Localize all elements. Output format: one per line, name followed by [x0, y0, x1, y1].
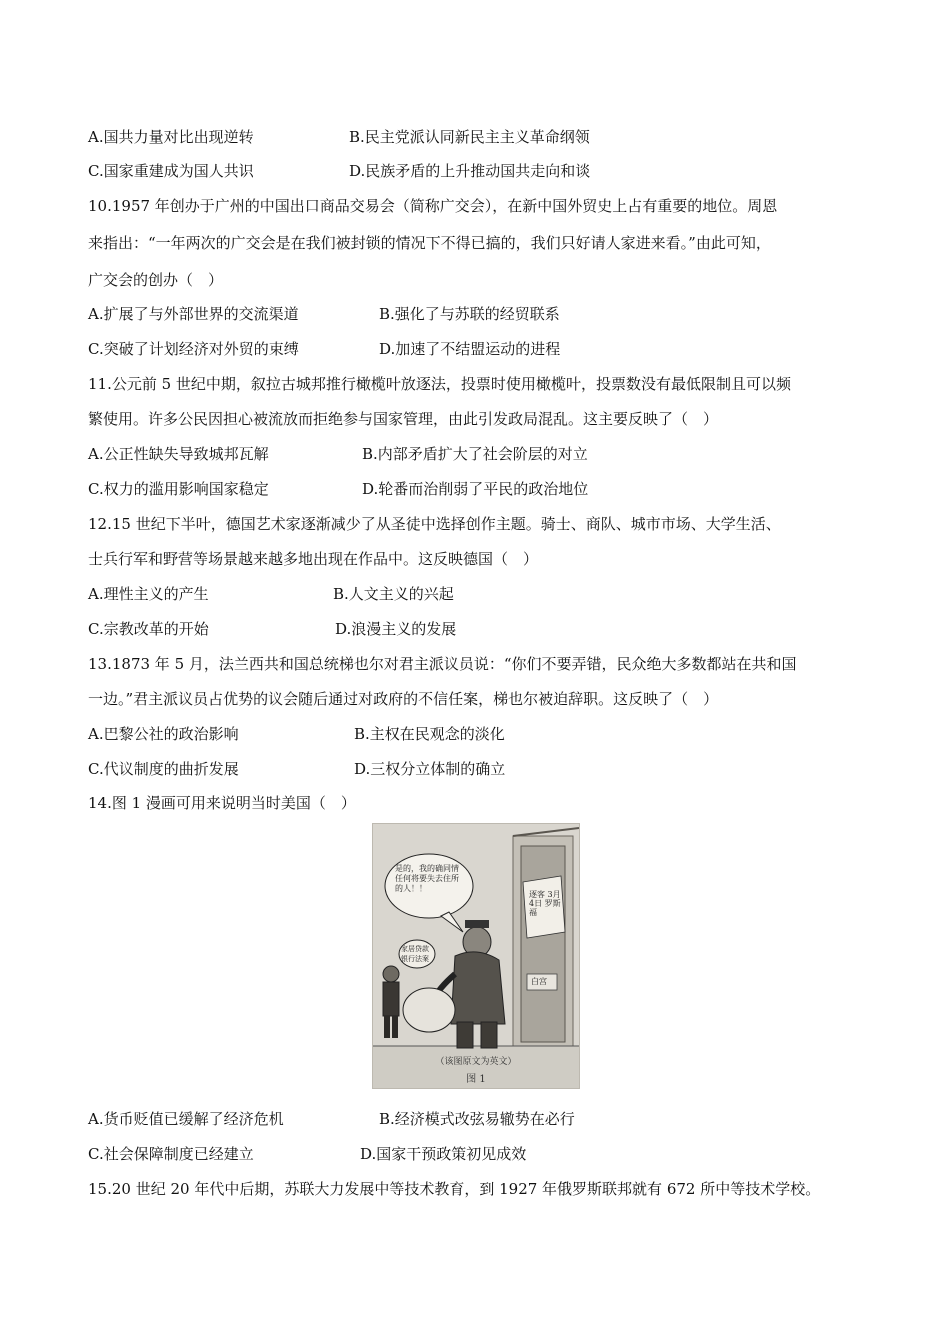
q9-option-c: C.国家重建成为国人共识 [88, 162, 254, 180]
q14-option-d: D.国家干预政策初见成效 [360, 1145, 527, 1163]
q14-stem: 14.图 1 漫画可用来说明当时美国（ ） [88, 794, 356, 812]
q10-option-b: B.强化了与苏联的经贸联系 [379, 305, 560, 323]
q13-stem-line-2: 一边。”君主派议员占优势的议会随后通过对政府的不信任案，梯也尔被迫辞职。这反映了（ ） [88, 690, 719, 708]
q10-stem-line-3: 广交会的创办（ ） [88, 271, 224, 289]
q11-option-d: D.轮番而治削弱了平民的政治地位 [362, 480, 589, 498]
q12-stem-line-2: 士兵行军和野营等场景越来越多地出现在作品中。这反映德国（ ） [88, 550, 539, 568]
q11-stem-line-1: 11.公元前 5 世纪中期，叙拉古城邦推行橄榄叶放逐法，投票时使用橄榄叶，投票数没有最低限制且可以频 [88, 375, 791, 393]
q10-option-d: D.加速了不结盟运动的进程 [379, 340, 561, 358]
q14-option-b: B.经济模式改弦易辙势在必行 [379, 1110, 575, 1128]
q11-stem-line-2: 繁使用。许多公民因担心被流放而拒绝参与国家管理，由此引发政局混乱。这主要反映了（ ） [88, 410, 719, 428]
q13-option-a: A.巴黎公社的政治影响 [88, 725, 239, 743]
q13-option-b: B.主权在民观念的淡化 [354, 725, 505, 743]
speech-bubble-text: 是的，我的确同情任何将要失去住所的人！！ [395, 864, 459, 893]
q10-option-a: A.扩展了与外部世界的交流渠道 [88, 305, 299, 323]
bag-label: 家居贷款银行法案 [401, 945, 429, 963]
q14-option-c: C.社会保障制度已经建立 [88, 1145, 254, 1163]
q12-option-c: C.宗教改革的开始 [88, 620, 209, 638]
q10-stem-line-1: 10.1957 年创办于广州的中国出口商品交易会（简称广交会），在新中国外贸史上占有重要的地位。周恩 [88, 197, 778, 215]
q11-option-b: B.内部矛盾扩大了社会阶层的对立 [362, 445, 588, 463]
q10-option-c: C.突破了计划经济对外贸的束缚 [88, 340, 299, 358]
q15-stem-line-1: 15.20 世纪 20 年代中后期，苏联大力发展中等技术教育，到 1927 年俄罗斯联邦就有 672 所中等技术学校。 [88, 1180, 821, 1198]
q14-option-a: A.货币贬值已缓解了经济危机 [88, 1110, 284, 1128]
door-label: 白宫 [531, 977, 547, 986]
q12-option-a: A.理性主义的产生 [88, 585, 209, 603]
q13-stem-line-1: 13.1873 年 5 月，法兰西共和国总统梯也尔对君主派议员说：“你们不要弄错，民众绝大多数都站在共和国 [88, 655, 797, 673]
q9-option-a: A.国共力量对比出现逆转 [88, 128, 254, 146]
q12-stem-line-1: 12.15 世纪下半叶，德国艺术家逐渐减少了从圣徒中选择创作主题。骑士、商队、城市市场、大学生活、 [88, 515, 781, 533]
q13-option-c: C.代议制度的曲折发展 [88, 760, 239, 778]
q9-option-b: B.民主党派认同新民主主义革命纲领 [349, 128, 590, 146]
figure-caption: 图 1 [466, 1074, 486, 1085]
q10-stem-line-2: 来指出：“一年两次的广交会是在我们被封锁的情况下不得已搞的，我们只好请人家进来看。”由此可知， [88, 234, 771, 252]
q12-option-b: B.人文主义的兴起 [333, 585, 454, 603]
q11-option-a: A.公正性缺失导致城邦瓦解 [88, 445, 269, 463]
q13-option-d: D.三权分立体制的确立 [354, 760, 506, 778]
q12-option-d: D.浪漫主义的发展 [335, 620, 457, 638]
notice-text: 逐客 3月4日 罗斯福 [529, 890, 561, 917]
figure-note: （该图原文为英文） [435, 1057, 517, 1067]
cartoon-figure [372, 823, 580, 1089]
q9-option-d: D.民族矛盾的上升推动国共走向和谈 [349, 162, 591, 180]
q11-option-c: C.权力的滥用影响国家稳定 [88, 480, 269, 498]
